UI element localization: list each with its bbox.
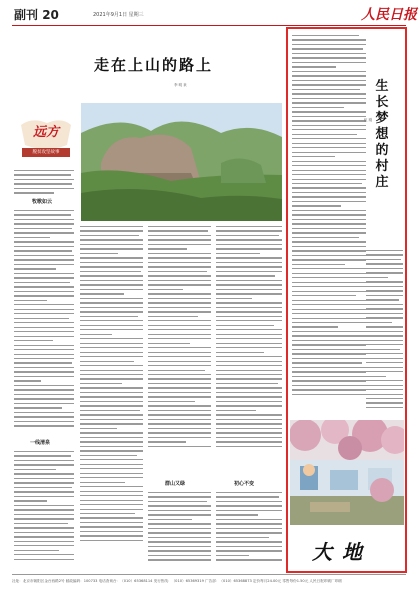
mountain-village-photo — [81, 103, 282, 221]
village-mural-photo — [290, 420, 404, 525]
column-emblem-title: 远方 — [32, 125, 59, 140]
title-char: 长 — [375, 95, 389, 110]
side-text-column-1 — [292, 35, 366, 415]
text-column-3 — [148, 226, 211, 476]
footer-rule — [12, 574, 406, 575]
subhead-4: 初心不变 — [234, 481, 255, 487]
calligraphy-section-mark: 大地 — [312, 540, 372, 564]
title-char: 的 — [375, 143, 389, 158]
section-name: 副刊 — [14, 8, 39, 22]
title-char: 梦 — [375, 111, 389, 126]
subhead-3: 群山又绿 — [165, 481, 186, 487]
issue-date: 2021年9月1日 星期三 — [93, 12, 144, 18]
text-column-1b — [14, 210, 74, 435]
main-headline: 走在上山的路上 — [94, 56, 214, 74]
text-column-1 — [14, 170, 74, 197]
newspaper-logo: 人民日报 — [361, 7, 417, 23]
imprint-footer: 社址：北京市朝阳区金台西路2号 邮政编码：100733 电话查询台：（010）65368114 发行热线：（010）65369319 广告部：（010）65368873 定价每月24.00元 零售每份1.50元 人民日报印刷厂印刷 — [12, 579, 342, 583]
text-column-4b — [216, 492, 282, 569]
text-column-2 — [80, 226, 143, 569]
header-rule — [12, 25, 406, 26]
side-text-column-2 — [366, 250, 403, 415]
page-section-label — [14, 6, 59, 23]
text-column-1c — [14, 451, 74, 569]
title-char: 村 — [375, 159, 389, 174]
side-article-title — [372, 79, 392, 191]
title-char: 想 — [375, 127, 389, 142]
main-byline: 李 明 泉 — [174, 83, 187, 87]
column-emblem-subtitle: 脱贫攻坚故事 — [22, 148, 70, 157]
subhead-2: 一线清泉 — [30, 440, 51, 446]
title-char: 生 — [375, 79, 389, 94]
text-column-3b — [148, 492, 211, 569]
side-article-author: 伍 刚 — [364, 118, 373, 122]
title-char: 庄 — [375, 175, 389, 190]
text-column-4 — [216, 226, 282, 476]
subhead-1: 牧歌如云 — [32, 199, 53, 205]
page-number: 20 — [42, 8, 59, 22]
